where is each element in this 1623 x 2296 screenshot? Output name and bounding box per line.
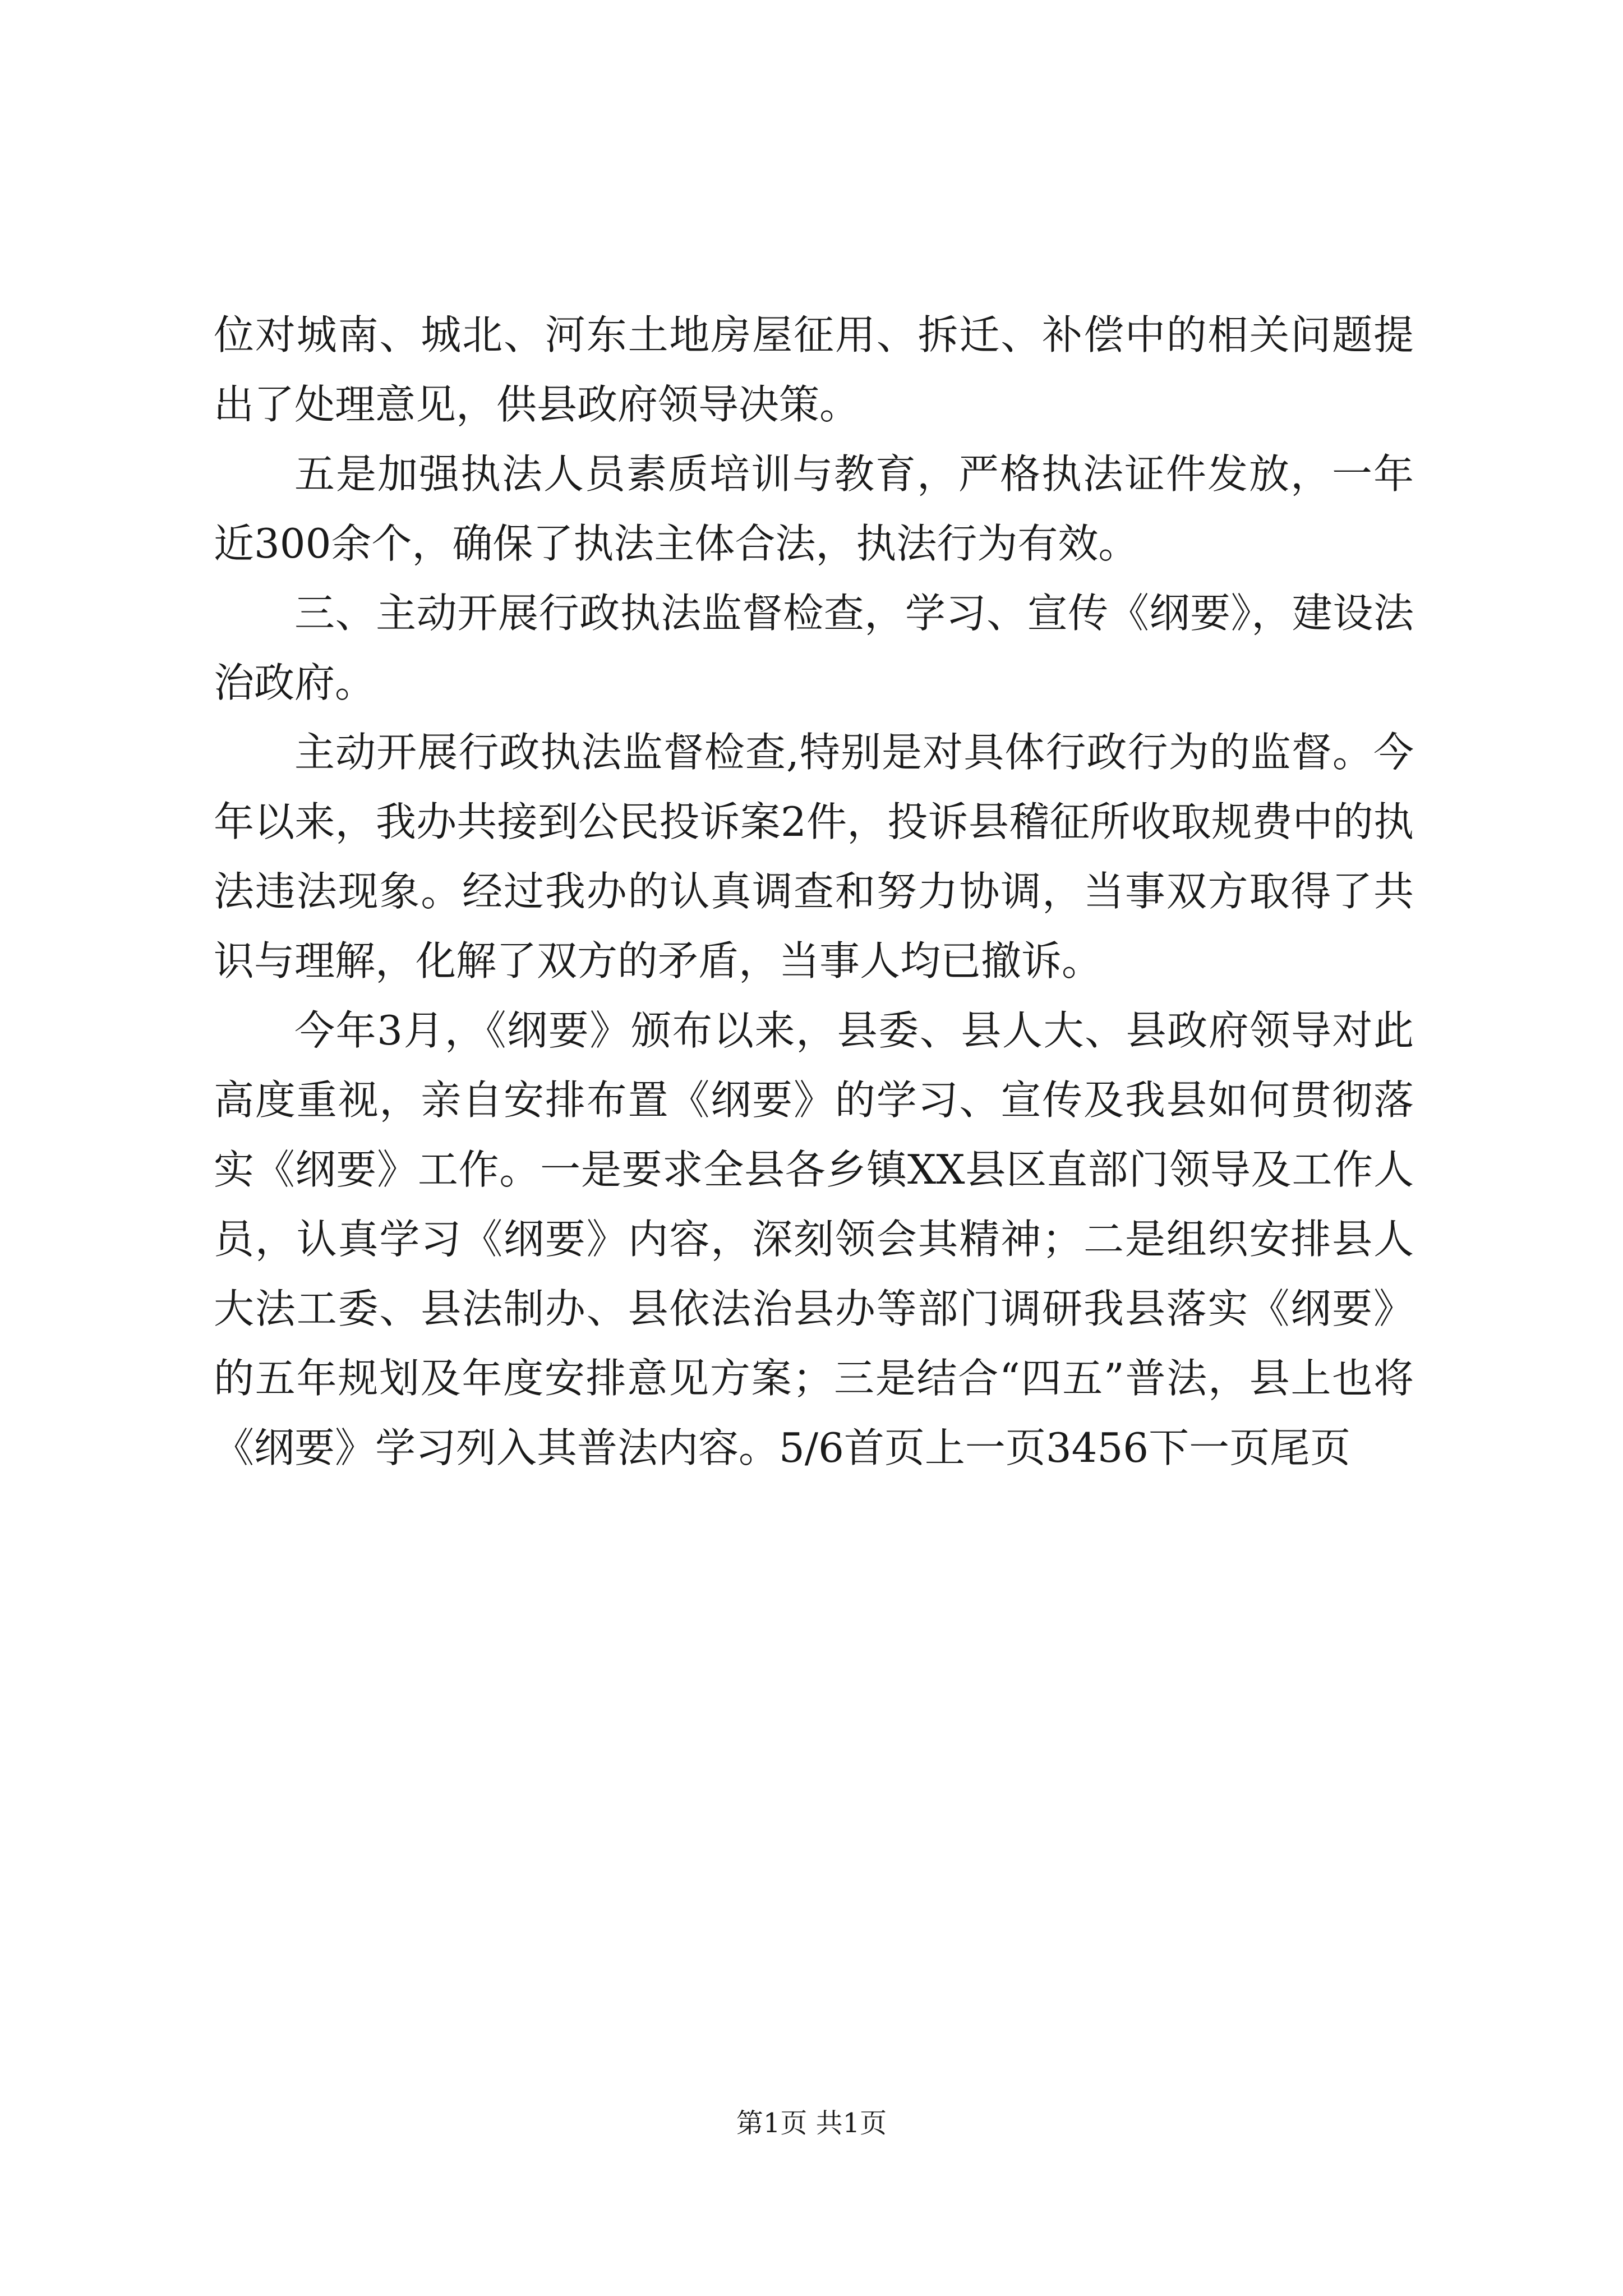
paragraph-supervision: 主动开展行政执法监督检查,特别是对具体行政行为的监督。今年以来，我办共接到公民投诉案2件，投诉县稽征所收取规费中的执法违法现象。经过我办的认真调查和努力协调，当事双方取得了共识与理解，化解了双方的矛盾，当事人均已撤诉。 — [214, 729, 1414, 984]
document-body — [214, 300, 1414, 1483]
paragraph-training: 五是加强执法人员素质培训与教育，严格执法证件发放，一年近300余个，确保了执法主体合法，执法行为有效。 — [214, 450, 1414, 567]
page-footer: 第1页 共1页 — [736, 2108, 887, 2139]
section-heading-3: 三、主动开展行政执法监督检查，学习、宣传《纲要》，建设法治政府。 — [214, 590, 1414, 706]
paragraph-continuation: 位对城南、城北、河东土地房屋征用、拆迁、补偿中的相关问题提出了处理意见，供县政府领导决策。 — [214, 311, 1414, 428]
paragraph-outline: 今年3月，《纲要》颁布以来，县委、县人大、县政府领导对此高度重视，亲自安排布置《纲要》的学习、宣传及我县如何贯彻落实《纲要》工作。一是要求全县各乡镇XX县区直部门领导及工作人员，认真学习《纲要》内容，深刻领会其精神；二是组织安排县人大法工委、县法制办、县依法治县办等部门调研我县落实《纲要》的五年规划及年度安排意见方案；三是结合“四五”普法，县上也将《纲要》学习列入其普法内容。5/6首页上一页3456下一页尾页 — [214, 1007, 1414, 1471]
